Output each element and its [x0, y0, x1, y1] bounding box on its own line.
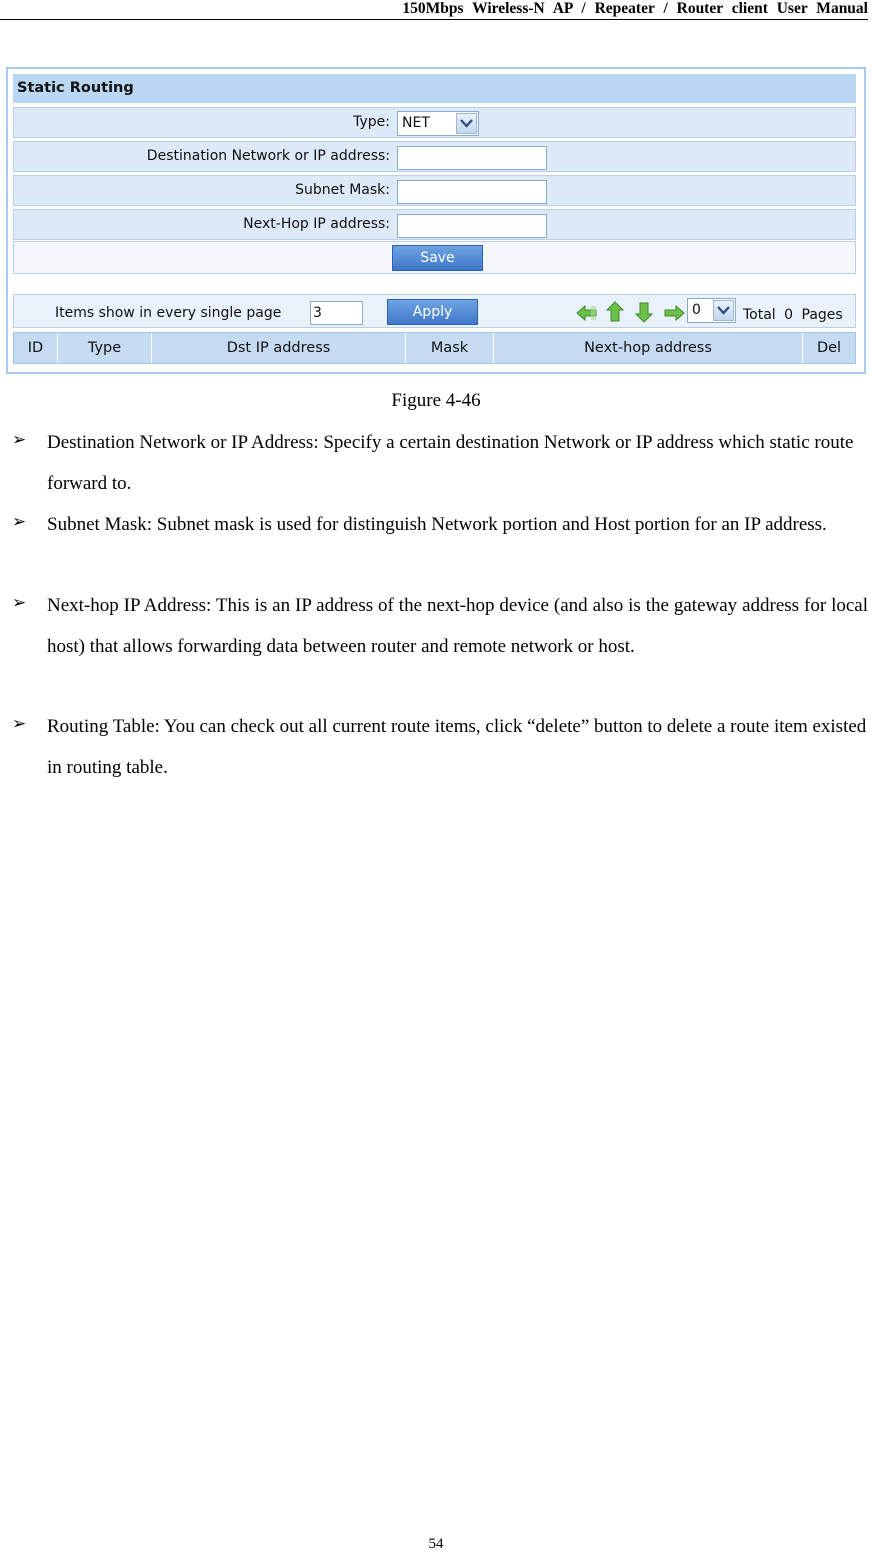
- bullet-routing-table: Routing Table: You can check out all current route items, click “delete” button to delete a route item existed in routing table.: [47, 716, 867, 778]
- first-page-icon[interactable]: [576, 304, 598, 326]
- type-value: NET: [402, 115, 430, 131]
- last-page-icon[interactable]: [663, 304, 685, 326]
- bullet-icon: ➢: [12, 512, 27, 531]
- total-pages: Total 0 Pages: [743, 307, 843, 323]
- page-select[interactable]: [687, 298, 736, 323]
- col-id: ID: [14, 333, 58, 363]
- bullet-icon: ➢: [12, 593, 27, 612]
- static-routing-panel: [6, 67, 866, 374]
- type-row: [13, 107, 856, 138]
- mask-row: [13, 175, 856, 206]
- page-number: 54: [428, 1536, 444, 1552]
- bullet-next-hop: Next-hop IP Address: This is an IP address of the next-hop device (and also is the gateway address for local host) that allows forwarding data between router and remote network or host.: [47, 595, 868, 657]
- page-select-value: 0: [692, 302, 701, 318]
- figure-caption: Figure 4-46: [391, 390, 481, 411]
- page-header: 150Mbps Wireless-N AP / Repeater / Router client User Manual: [0, 0, 868, 20]
- save-button[interactable]: Save: [392, 245, 483, 271]
- col-mask: Mask: [406, 333, 494, 363]
- chevron-down-icon[interactable]: [456, 113, 477, 134]
- mask-label: Subnet Mask:: [295, 182, 390, 198]
- routing-table-header: [13, 332, 856, 364]
- items-per-page-label: Items show in every single page: [55, 305, 282, 321]
- dest-row: [13, 141, 856, 172]
- bullet-icon: ➢: [12, 430, 27, 449]
- chevron-down-icon[interactable]: [713, 300, 734, 321]
- type-label: Type:: [353, 114, 390, 130]
- bullet-dest-network: Destination Network or IP Address: Specify a certain destination Network or IP address which static route forward to.: [47, 432, 854, 494]
- save-bar: [13, 241, 856, 274]
- bullet-icon: ➢: [12, 714, 27, 733]
- nexthop-input[interactable]: [397, 214, 547, 238]
- panel-title: Static Routing: [13, 74, 856, 103]
- pagination-bar: [13, 294, 856, 328]
- items-per-page-input[interactable]: 3: [310, 301, 363, 325]
- nexthop-label: Next-Hop IP address:: [243, 216, 390, 232]
- nexthop-row: [13, 209, 856, 240]
- mask-input[interactable]: [397, 180, 547, 204]
- col-type: Type: [58, 333, 152, 363]
- dest-input[interactable]: [397, 146, 547, 170]
- prev-page-icon[interactable]: [606, 301, 624, 327]
- next-page-icon[interactable]: [635, 301, 653, 327]
- col-next-hop: Next-hop address: [494, 333, 803, 363]
- col-del: Del: [816, 340, 842, 356]
- bullet-subnet-mask: Subnet Mask: Subnet mask is used for distinguish Network portion and Host portion for an IP address.: [47, 514, 827, 535]
- apply-button[interactable]: Apply: [387, 299, 478, 325]
- dest-label: Destination Network or IP address:: [146, 148, 390, 164]
- type-select[interactable]: [397, 111, 479, 136]
- col-dst-ip: Dst IP address: [152, 333, 406, 363]
